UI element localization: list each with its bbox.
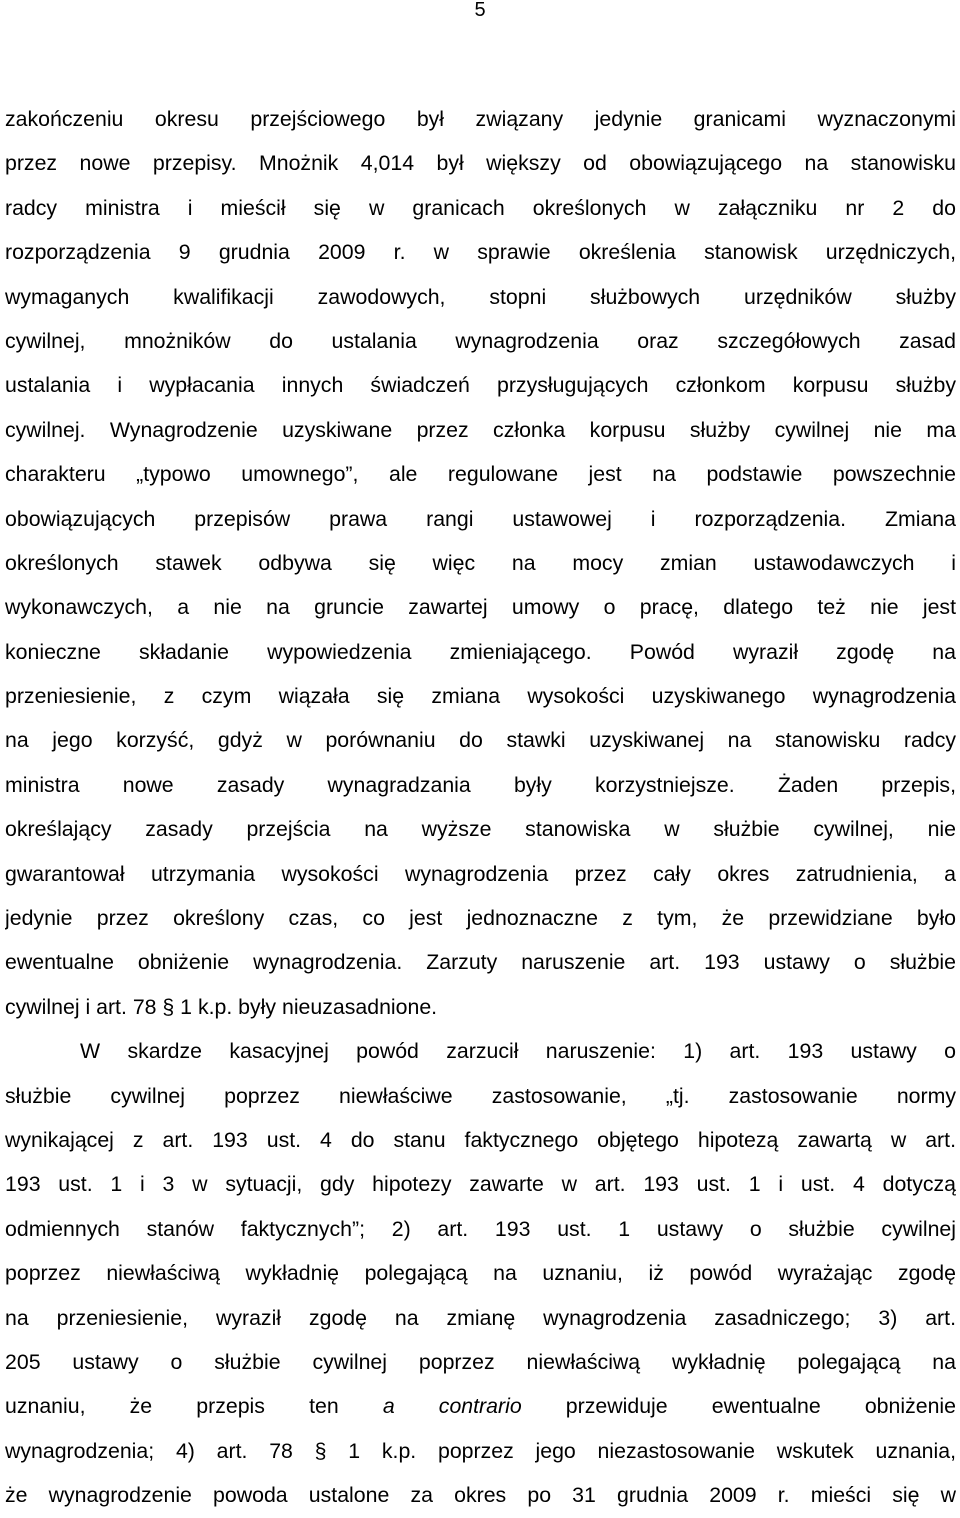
text-line: przeniesienie, z czym wiązała się zmiana wysokości uzyskiwanego wynagrodzenia [5,684,956,709]
text-line: cywilnej, mnożników do ustalania wynagrodzenia oraz szczegółowych zasad [5,328,956,353]
text-line: charakteru „typowo umownego”, ale regulowane jest na podstawie powszechnie [5,462,956,487]
text-line: przez nowe przepisy. Mnożnik 4,014 był większy od obowiązującego na stanowisku [5,151,956,176]
text-line: że wynagrodzenie powoda ustalone za okres po 31 grudnia 2009 r. mieści się w [5,1483,956,1508]
text-line: gwarantował utrzymania wysokości wynagrodzenia przez cały okres zatrudnienia, a [5,861,956,886]
text-line: uznaniu, że przepis ten a contrario przewiduje ewentualne obniżenie [5,1394,956,1419]
text-line: 205 ustawy o służbie cywilnej poprzez niewłaściwą wykładnię polegającą na [5,1349,956,1374]
text-line: na jego korzyść, gdyż w porównaniu do stawki uzyskiwanej na stanowisku radcy [5,728,956,753]
text-line: wykonawczych, a nie na gruncie zawartej umowy o pracę, dlatego też nie jest [5,595,956,620]
text-line: wynagrodzenia; 4) art. 78 § 1 k.p. poprzez jego niezastosowanie wskutek uznania, [5,1438,956,1463]
text-line: W skardze kasacyjnej powód zarzucił naruszenie: 1) art. 193 ustawy o [80,1039,956,1064]
text-line: wynikającej z art. 193 ust. 4 do stanu faktycznego objętego hipotezą zawartą w art. [5,1127,956,1152]
page-number: 5 [474,0,486,21]
text-line: ewentualne obniżenie wynagrodzenia. Zarzuty naruszenie art. 193 ustawy o służbie [5,950,956,975]
text-line: ministra nowe zasady wynagradzania były korzystniejsze. Żaden przepis, [5,772,956,797]
text-line: obowiązujących przepisów prawa rangi ustawowej i rozporządzenia. Zmiana [5,506,956,531]
text-line: radcy ministra i mieścił się w granicach określonych w załączniku nr 2 do [5,195,956,220]
text-line: na przeniesienie, wyraził zgodę na zmianę wynagrodzenia zasadniczego; 3) art. [5,1305,956,1330]
text-line: wymaganych kwalifikacji zawodowych, stopni służbowych urzędników służby [5,284,956,309]
text-line: poprzez niewłaściwą wykładnię polegającą na uznaniu, iż powód wyrażając zgodę [5,1261,956,1286]
text-line: ustalania i wypłacania innych świadczeń przysługujących członkom korpusu służby [5,373,956,398]
text-line: konieczne składanie wypowiedzenia zmieniającego. Powód wyraził zgodę na [5,639,956,664]
italic-latin-phrase: a contrario [382,1394,522,1419]
text-line: rozporządzenia 9 grudnia 2009 r. w sprawie określenia stanowisk urzędniczych, [5,240,956,265]
text-line: 193 ust. 1 i 3 w sytuacji, gdy hipotezy zawarte w art. 193 ust. 1 i ust. 4 dotyczą [5,1172,956,1197]
text-line: określonych stawek odbywa się więc na mocy zmian ustawodawczych i [5,550,956,575]
document-body [5,97,956,1518]
text-line: określający zasady przejścia na wyższe stanowiska w służbie cywilnej, nie [5,817,956,842]
text-line: cywilnej i art. 78 § 1 k.p. były nieuzasadnione. [5,994,438,1019]
text-line: cywilnej. Wynagrodzenie uzyskiwane przez członka korpusu służby cywilnej nie ma [5,417,956,442]
text-line: jedynie przez określony czas, co jest jednoznaczne z tym, że przewidziane było [5,906,956,931]
text-line: służbie cywilnej poprzez niewłaściwe zastosowanie, „tj. zastosowanie normy [5,1083,956,1108]
text-line: zakończeniu okresu przejściowego był związany jedynie granicami wyznaczonymi [5,107,956,131]
text-line: odmiennych stanów faktycznych”; 2) art. 193 ust. 1 ustawy o służbie cywilnej [5,1216,956,1241]
